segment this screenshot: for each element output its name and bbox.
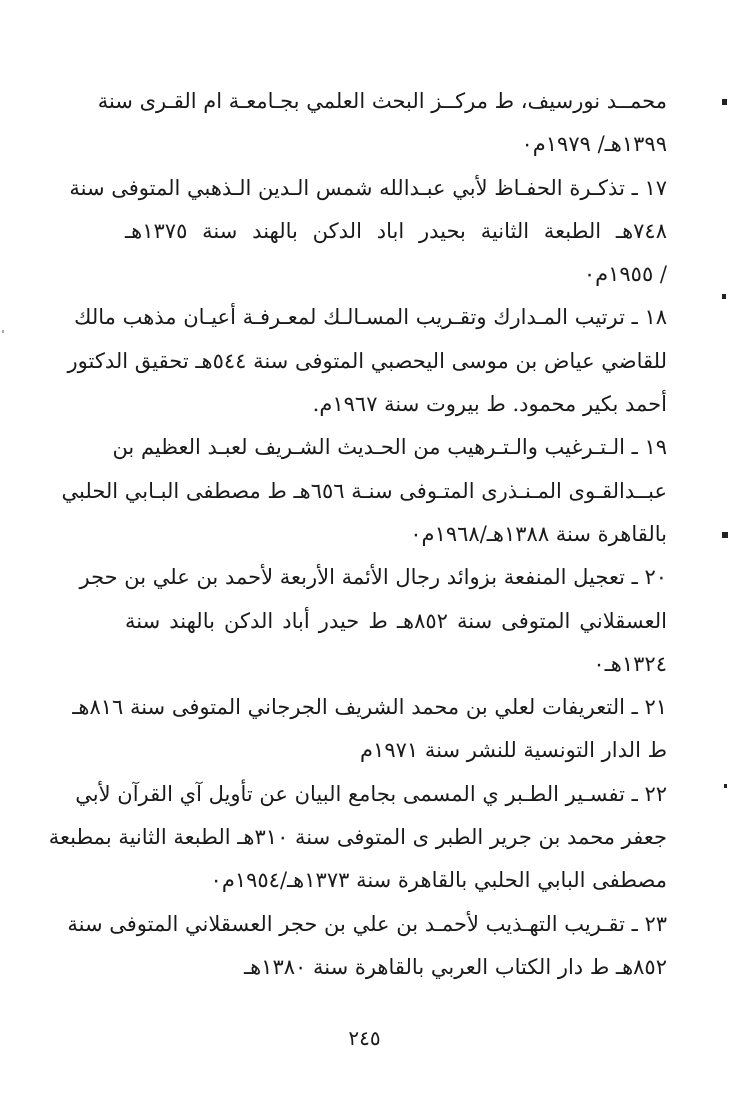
page-number: ٢٤٥: [348, 1026, 381, 1050]
bibliography-text: [48, 80, 667, 989]
text-line: جعفر محمد بن جرير الطبر ى المتوفى سنة ٣١٠هـ الطبعة الثانية بمطبعة: [48, 825, 667, 850]
margin-mark: [722, 99, 727, 105]
margin-mark: [722, 294, 726, 299]
text-line: ط الدار التونسية للنشر سنة ١٩٧١م: [360, 738, 667, 763]
text-line: ٢٢ ـ تفسـير الطـبر ي المسمى بجامع البيان عن تأويل آي القرآن لأبي: [75, 781, 667, 806]
text-line: ٨٥٢هـ ط دار الكتاب العربي بالقاهرة سنة ١٣٨٠هـ: [243, 954, 667, 979]
text-line: أحمد بكير محمود. ط بيروت سنة ١٩٦٧م.: [312, 392, 667, 417]
text-line: ٧٤٨هـ الطبعة الثانية بحيدر اباد الدكن بالهند سنة ١٣٧٥هـ: [125, 218, 667, 243]
margin-mark: [2, 330, 4, 333]
text-line: ٢١ ـ التعريفات لعلي بن محمد الشريف الجرجاني المتوفى سنة ٨١٦هـ: [72, 695, 667, 720]
text-line: عبــدالقـوى المـنـذرى المتـوفى سنـة ٦٥٦هـ ط مصطفى البـابي الحلبي: [61, 478, 667, 503]
text-line: ١٨ ـ ترتيب المـدارك وتقـريب المسـالـك لمعـرفـة أعيـان مذهب مالك: [74, 305, 667, 330]
text-line: ١٣٩٩هـ/ ١٩٧٩م٠: [521, 132, 667, 157]
text-line: ١٧ ـ تذكـرة الحفـاظ لأبي عبـدالله شمس الـدين الـذهبي المتوفى سنة: [69, 175, 667, 200]
text-line: للقاضي عياض بن موسى اليحصبي المتوفى سنة ٥٤٤هـ تحقيق الدكتور: [67, 348, 667, 373]
text-line: ١٩ ـ الـتـرغيب والـتـرهيب من الحـديث الشـريف لعبـد العظيم بن: [112, 435, 667, 460]
text-line: محمــد نورسيف، ط مركــز البحث العلمي بجـامعـة ام القـرى سنة: [97, 89, 667, 113]
text-line: ٢٠ ـ تعجيل المنفعة بزوائد رجال الأئمة الأربعة لأحمد بن علي بن حجر: [79, 565, 667, 590]
text-line: ٢٣ ـ تقـريب التهـذيب لأحمـد بن علي بن حجر العسقلاني المتوفى سنة: [67, 911, 667, 936]
text-line: ١٣٢٤هـ٠: [593, 651, 667, 676]
margin-mark: [722, 532, 728, 538]
margin-mark: [724, 784, 727, 788]
text-line: مصطفى البابي الحلبي بالقاهرة سنة ١٣٧٣هـ/١٩٥٤م٠: [210, 868, 667, 893]
text-line: بالقاهرة سنة ١٣٨٨هـ/١٩٦٨م٠: [410, 521, 667, 546]
text-line: العسقلاني المتوفى سنة ٨٥٢هـ ط حيدر أباد الدكن بالهند سنة: [125, 608, 667, 633]
text-line: / ١٩٥٥م٠: [583, 262, 667, 287]
